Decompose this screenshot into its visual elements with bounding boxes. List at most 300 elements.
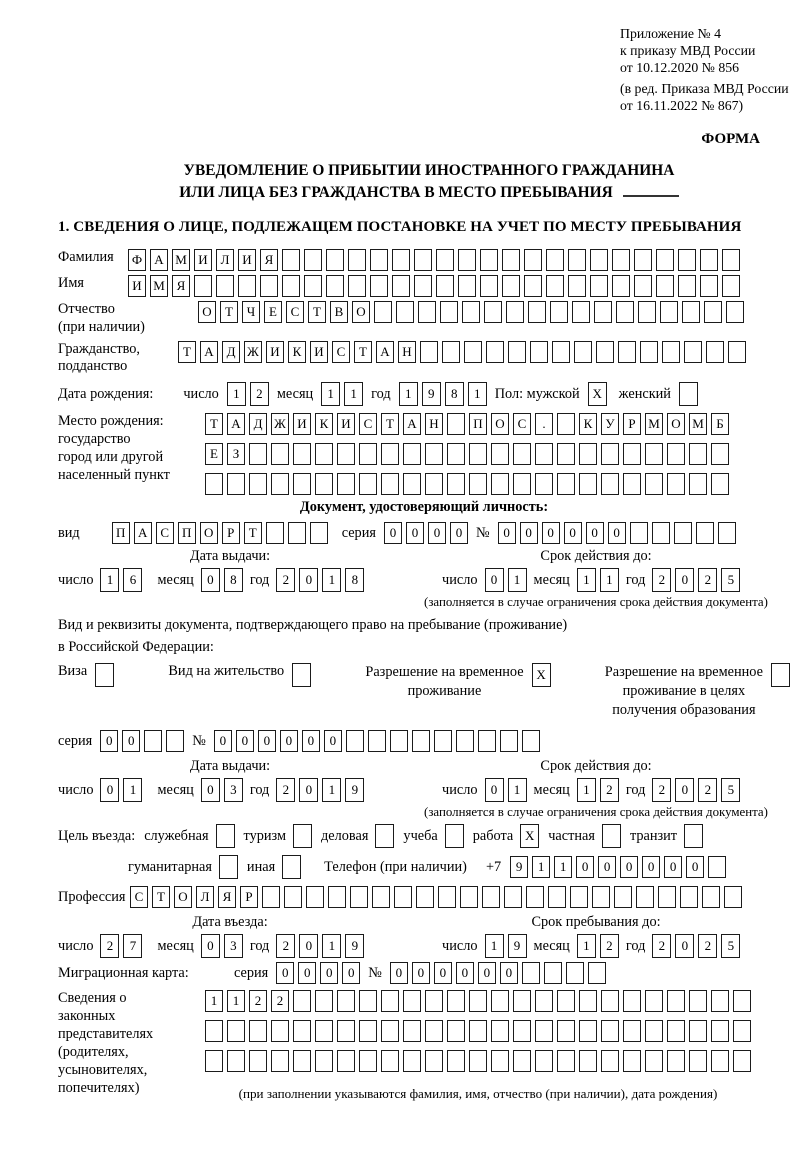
char-cell[interactable] (513, 1020, 531, 1042)
char-cell[interactable]: Н (398, 341, 416, 363)
char-cell[interactable]: 0 (384, 522, 402, 544)
char-cell[interactable] (403, 1020, 421, 1042)
char-cell[interactable] (708, 856, 726, 878)
valid-day-cells[interactable] (485, 568, 527, 592)
char-cell[interactable] (447, 443, 465, 465)
char-cell[interactable]: Т (381, 413, 399, 435)
char-cell[interactable]: 3 (224, 778, 243, 802)
char-cell[interactable]: К (315, 413, 333, 435)
char-cell[interactable] (491, 473, 509, 495)
char-cell[interactable] (293, 1050, 311, 1072)
char-cell[interactable] (500, 730, 518, 752)
char-cell[interactable]: 2 (652, 778, 671, 802)
char-cell[interactable]: 0 (450, 522, 468, 544)
char-cell[interactable]: 0 (686, 856, 704, 878)
purpose-business-checkbox[interactable] (375, 824, 394, 848)
representatives-cells-line1[interactable] (205, 990, 751, 1012)
char-cell[interactable]: 0 (428, 522, 446, 544)
char-cell[interactable] (718, 522, 736, 544)
stay-day-cells[interactable] (485, 934, 527, 958)
char-cell[interactable]: 9 (508, 934, 527, 958)
char-cell[interactable]: 0 (299, 934, 318, 958)
char-cell[interactable]: 0 (280, 730, 298, 752)
char-cell[interactable] (594, 301, 612, 323)
char-cell[interactable] (394, 886, 412, 908)
char-cell[interactable] (684, 341, 702, 363)
char-cell[interactable] (700, 249, 718, 271)
char-cell[interactable] (271, 1020, 289, 1042)
char-cell[interactable]: У (601, 413, 619, 435)
char-cell[interactable] (689, 990, 707, 1012)
char-cell[interactable]: 5 (721, 934, 740, 958)
char-cell[interactable]: Я (218, 886, 236, 908)
char-cell[interactable]: 0 (299, 568, 318, 592)
char-cell[interactable] (447, 413, 465, 435)
citizenship-cells[interactable] (178, 341, 746, 363)
char-cell[interactable]: О (491, 413, 509, 435)
char-cell[interactable]: М (689, 413, 707, 435)
char-cell[interactable]: А (200, 341, 218, 363)
purpose-humanitarian-checkbox[interactable] (219, 855, 238, 879)
char-cell[interactable]: И (266, 341, 284, 363)
char-cell[interactable] (535, 990, 553, 1012)
char-cell[interactable]: 1 (322, 568, 341, 592)
char-cell[interactable]: С (332, 341, 350, 363)
char-cell[interactable] (579, 990, 597, 1012)
char-cell[interactable]: 0 (642, 856, 660, 878)
char-cell[interactable] (590, 249, 608, 271)
char-cell[interactable] (292, 663, 311, 687)
surname-cells[interactable] (128, 249, 740, 271)
char-cell[interactable] (238, 275, 256, 297)
char-cell[interactable] (469, 1020, 487, 1042)
char-cell[interactable] (588, 962, 606, 984)
char-cell[interactable] (458, 275, 476, 297)
char-cell[interactable] (425, 1050, 443, 1072)
char-cell[interactable]: 1 (227, 382, 246, 406)
char-cell[interactable] (374, 301, 392, 323)
char-cell[interactable]: 2 (652, 934, 671, 958)
char-cell[interactable] (667, 990, 685, 1012)
char-cell[interactable]: Ф (128, 249, 146, 271)
char-cell[interactable] (447, 473, 465, 495)
char-cell[interactable]: 0 (258, 730, 276, 752)
char-cell[interactable] (337, 443, 355, 465)
char-cell[interactable] (640, 341, 658, 363)
char-cell[interactable] (348, 275, 366, 297)
char-cell[interactable]: 2 (698, 778, 717, 802)
char-cell[interactable]: 7 (123, 934, 142, 958)
char-cell[interactable] (667, 1020, 685, 1042)
char-cell[interactable] (592, 886, 610, 908)
char-cell[interactable] (528, 301, 546, 323)
char-cell[interactable]: 0 (598, 856, 616, 878)
entry-year-cells[interactable] (276, 934, 364, 958)
char-cell[interactable] (689, 443, 707, 465)
char-cell[interactable]: 1 (322, 934, 341, 958)
char-cell[interactable] (733, 990, 751, 1012)
char-cell[interactable]: 1 (508, 778, 527, 802)
char-cell[interactable]: 2 (698, 934, 717, 958)
residence-number-cells[interactable] (214, 730, 540, 752)
char-cell[interactable]: 9 (345, 934, 364, 958)
issue-year-cells[interactable] (276, 568, 364, 592)
char-cell[interactable] (478, 730, 496, 752)
char-cell[interactable] (447, 1020, 465, 1042)
stay-month-cells[interactable] (577, 934, 619, 958)
char-cell[interactable]: 0 (620, 856, 638, 878)
char-cell[interactable]: 1 (100, 568, 119, 592)
char-cell[interactable] (315, 990, 333, 1012)
char-cell[interactable]: О (174, 886, 192, 908)
char-cell[interactable]: С (513, 413, 531, 435)
char-cell[interactable] (557, 1020, 575, 1042)
char-cell[interactable]: 1 (508, 568, 527, 592)
char-cell[interactable]: Д (222, 341, 240, 363)
char-cell[interactable] (572, 301, 590, 323)
char-cell[interactable] (684, 824, 703, 848)
char-cell[interactable] (381, 1020, 399, 1042)
char-cell[interactable]: 2 (600, 934, 619, 958)
char-cell[interactable]: 2 (276, 568, 295, 592)
char-cell[interactable] (502, 249, 520, 271)
char-cell[interactable] (656, 275, 674, 297)
char-cell[interactable]: 0 (485, 568, 504, 592)
char-cell[interactable] (227, 473, 245, 495)
char-cell[interactable] (579, 473, 597, 495)
char-cell[interactable]: М (172, 249, 190, 271)
char-cell[interactable]: О (198, 301, 216, 323)
char-cell[interactable]: 0 (201, 568, 220, 592)
char-cell[interactable] (469, 473, 487, 495)
char-cell[interactable] (667, 443, 685, 465)
char-cell[interactable]: 0 (412, 962, 430, 984)
char-cell[interactable] (506, 301, 524, 323)
char-cell[interactable] (420, 341, 438, 363)
purpose-other-checkbox[interactable] (282, 855, 301, 879)
char-cell[interactable] (282, 249, 300, 271)
char-cell[interactable] (304, 275, 322, 297)
phone-cells[interactable] (510, 856, 726, 878)
birth-place-cells-line3[interactable] (205, 473, 729, 495)
char-cell[interactable]: 0 (564, 522, 582, 544)
char-cell[interactable]: 2 (271, 990, 289, 1012)
char-cell[interactable] (656, 249, 674, 271)
char-cell[interactable]: Е (264, 301, 282, 323)
char-cell[interactable] (445, 824, 464, 848)
char-cell[interactable] (95, 663, 114, 687)
char-cell[interactable] (711, 990, 729, 1012)
char-cell[interactable] (359, 1020, 377, 1042)
char-cell[interactable] (293, 990, 311, 1012)
char-cell[interactable] (601, 990, 619, 1012)
char-cell[interactable] (416, 886, 434, 908)
char-cell[interactable]: 0 (406, 522, 424, 544)
char-cell[interactable] (557, 413, 575, 435)
char-cell[interactable] (711, 443, 729, 465)
char-cell[interactable]: 0 (478, 962, 496, 984)
char-cell[interactable] (579, 1050, 597, 1072)
char-cell[interactable] (614, 886, 632, 908)
char-cell[interactable]: Д (249, 413, 267, 435)
char-cell[interactable]: 0 (675, 778, 694, 802)
char-cell[interactable] (381, 1050, 399, 1072)
char-cell[interactable]: 2 (276, 934, 295, 958)
char-cell[interactable] (579, 443, 597, 465)
char-cell[interactable] (522, 962, 540, 984)
char-cell[interactable]: И (310, 341, 328, 363)
char-cell[interactable] (711, 1020, 729, 1042)
char-cell[interactable] (447, 1050, 465, 1072)
char-cell[interactable] (706, 341, 724, 363)
char-cell[interactable] (636, 886, 654, 908)
char-cell[interactable] (144, 730, 162, 752)
char-cell[interactable] (696, 522, 714, 544)
char-cell[interactable] (689, 1050, 707, 1072)
char-cell[interactable]: Т (205, 413, 223, 435)
char-cell[interactable] (370, 249, 388, 271)
char-cell[interactable] (359, 990, 377, 1012)
char-cell[interactable] (434, 730, 452, 752)
char-cell[interactable] (249, 1020, 267, 1042)
char-cell[interactable] (396, 301, 414, 323)
char-cell[interactable] (612, 249, 630, 271)
char-cell[interactable] (436, 249, 454, 271)
char-cell[interactable] (486, 341, 504, 363)
char-cell[interactable]: М (645, 413, 663, 435)
char-cell[interactable] (310, 522, 328, 544)
char-cell[interactable] (524, 275, 542, 297)
char-cell[interactable] (271, 473, 289, 495)
char-cell[interactable] (579, 1020, 597, 1042)
char-cell[interactable]: 2 (600, 778, 619, 802)
char-cell[interactable]: 1 (123, 778, 142, 802)
char-cell[interactable] (315, 1050, 333, 1072)
char-cell[interactable] (634, 275, 652, 297)
char-cell[interactable] (722, 275, 740, 297)
char-cell[interactable]: Ж (244, 341, 262, 363)
char-cell[interactable] (271, 443, 289, 465)
char-cell[interactable] (375, 824, 394, 848)
char-cell[interactable] (392, 249, 410, 271)
char-cell[interactable] (552, 341, 570, 363)
char-cell[interactable] (469, 1050, 487, 1072)
char-cell[interactable] (288, 522, 306, 544)
char-cell[interactable]: 8 (445, 382, 464, 406)
birth-place-cells-line1[interactable] (205, 413, 729, 435)
char-cell[interactable]: 5 (721, 568, 740, 592)
char-cell[interactable]: 0 (299, 778, 318, 802)
char-cell[interactable]: 1 (468, 382, 487, 406)
char-cell[interactable]: 0 (214, 730, 232, 752)
birth-month-cells[interactable] (321, 382, 363, 406)
char-cell[interactable]: Т (244, 522, 262, 544)
char-cell[interactable]: И (128, 275, 146, 297)
purpose-study-checkbox[interactable] (445, 824, 464, 848)
char-cell[interactable] (513, 1050, 531, 1072)
char-cell[interactable]: Т (152, 886, 170, 908)
char-cell[interactable] (414, 249, 432, 271)
purpose-private-checkbox[interactable] (602, 824, 621, 848)
char-cell[interactable] (469, 990, 487, 1012)
char-cell[interactable]: 0 (320, 962, 338, 984)
char-cell[interactable] (502, 275, 520, 297)
char-cell[interactable] (326, 275, 344, 297)
char-cell[interactable] (306, 886, 324, 908)
char-cell[interactable] (645, 1050, 663, 1072)
char-cell[interactable]: Р (222, 522, 240, 544)
char-cell[interactable]: 5 (721, 778, 740, 802)
char-cell[interactable]: 0 (201, 934, 220, 958)
char-cell[interactable] (724, 886, 742, 908)
char-cell[interactable] (249, 473, 267, 495)
char-cell[interactable] (679, 382, 698, 406)
char-cell[interactable]: Т (178, 341, 196, 363)
char-cell[interactable] (513, 443, 531, 465)
char-cell[interactable] (660, 301, 678, 323)
char-cell[interactable] (216, 824, 235, 848)
char-cell[interactable] (544, 962, 562, 984)
char-cell[interactable] (266, 522, 284, 544)
char-cell[interactable]: С (130, 886, 148, 908)
char-cell[interactable] (368, 730, 386, 752)
profession-cells[interactable] (130, 886, 742, 908)
char-cell[interactable]: И (194, 249, 212, 271)
char-cell[interactable] (623, 1050, 641, 1072)
char-cell[interactable]: С (286, 301, 304, 323)
char-cell[interactable]: 0 (434, 962, 452, 984)
char-cell[interactable]: И (293, 413, 311, 435)
char-cell[interactable]: 1 (321, 382, 340, 406)
char-cell[interactable] (557, 990, 575, 1012)
char-cell[interactable]: 3 (224, 934, 243, 958)
char-cell[interactable] (418, 301, 436, 323)
issue-day-cells[interactable] (100, 568, 142, 592)
char-cell[interactable] (602, 824, 621, 848)
valid-year-cells[interactable] (652, 568, 740, 592)
char-cell[interactable]: 0 (500, 962, 518, 984)
char-cell[interactable] (456, 730, 474, 752)
char-cell[interactable] (771, 663, 790, 687)
doc-series-cells[interactable] (384, 522, 468, 544)
char-cell[interactable] (205, 473, 223, 495)
char-cell[interactable]: О (200, 522, 218, 544)
edu-residence-checkbox[interactable] (771, 663, 790, 687)
char-cell[interactable] (568, 275, 586, 297)
char-cell[interactable]: 9 (510, 856, 528, 878)
char-cell[interactable] (381, 990, 399, 1012)
char-cell[interactable] (381, 443, 399, 465)
char-cell[interactable]: 0 (675, 934, 694, 958)
char-cell[interactable] (733, 1020, 751, 1042)
char-cell[interactable] (678, 249, 696, 271)
char-cell[interactable] (337, 1050, 355, 1072)
char-cell[interactable] (346, 730, 364, 752)
char-cell[interactable] (570, 886, 588, 908)
char-cell[interactable]: 0 (100, 778, 119, 802)
char-cell[interactable] (711, 473, 729, 495)
char-cell[interactable] (548, 886, 566, 908)
char-cell[interactable] (678, 275, 696, 297)
issue-month-cells[interactable] (201, 568, 243, 592)
char-cell[interactable] (249, 1050, 267, 1072)
char-cell[interactable] (271, 1050, 289, 1072)
char-cell[interactable] (359, 1050, 377, 1072)
char-cell[interactable] (526, 886, 544, 908)
char-cell[interactable] (513, 473, 531, 495)
char-cell[interactable] (702, 886, 720, 908)
char-cell[interactable]: М (150, 275, 168, 297)
char-cell[interactable]: Ж (271, 413, 289, 435)
char-cell[interactable] (460, 886, 478, 908)
purpose-tourism-checkbox[interactable] (293, 824, 312, 848)
residence-permit-checkbox[interactable] (292, 663, 311, 687)
char-cell[interactable] (623, 1020, 641, 1042)
char-cell[interactable] (662, 341, 680, 363)
char-cell[interactable] (282, 275, 300, 297)
char-cell[interactable] (623, 990, 641, 1012)
char-cell[interactable] (315, 1020, 333, 1042)
char-cell[interactable] (403, 443, 421, 465)
char-cell[interactable] (205, 1020, 223, 1042)
char-cell[interactable] (726, 301, 744, 323)
char-cell[interactable]: 0 (520, 522, 538, 544)
char-cell[interactable]: П (112, 522, 130, 544)
char-cell[interactable] (491, 990, 509, 1012)
char-cell[interactable] (513, 990, 531, 1012)
char-cell[interactable] (414, 275, 432, 297)
char-cell[interactable]: 1 (577, 568, 596, 592)
issue-day-cells[interactable] (100, 778, 142, 802)
patronymic-cells[interactable] (198, 301, 744, 323)
char-cell[interactable]: . (535, 413, 553, 435)
char-cell[interactable]: Л (216, 249, 234, 271)
char-cell[interactable]: 1 (227, 990, 245, 1012)
char-cell[interactable] (658, 886, 676, 908)
char-cell[interactable]: 2 (276, 778, 295, 802)
char-cell[interactable]: К (288, 341, 306, 363)
migration-number-cells[interactable] (390, 962, 606, 984)
char-cell[interactable] (293, 443, 311, 465)
char-cell[interactable] (722, 249, 740, 271)
char-cell[interactable] (535, 473, 553, 495)
char-cell[interactable] (596, 341, 614, 363)
char-cell[interactable]: Т (220, 301, 238, 323)
char-cell[interactable] (359, 443, 377, 465)
char-cell[interactable] (568, 249, 586, 271)
char-cell[interactable] (557, 473, 575, 495)
char-cell[interactable]: 0 (664, 856, 682, 878)
birth-year-cells[interactable] (399, 382, 487, 406)
char-cell[interactable] (689, 1020, 707, 1042)
char-cell[interactable]: Т (354, 341, 372, 363)
char-cell[interactable] (601, 473, 619, 495)
char-cell[interactable] (425, 443, 443, 465)
char-cell[interactable] (337, 473, 355, 495)
char-cell[interactable] (482, 886, 500, 908)
char-cell[interactable]: 1 (600, 568, 619, 592)
char-cell[interactable] (491, 1020, 509, 1042)
char-cell[interactable]: А (150, 249, 168, 271)
char-cell[interactable] (293, 473, 311, 495)
stay-year-cells[interactable] (652, 934, 740, 958)
char-cell[interactable]: О (667, 413, 685, 435)
char-cell[interactable] (403, 473, 421, 495)
char-cell[interactable] (645, 990, 663, 1012)
char-cell[interactable] (704, 301, 722, 323)
char-cell[interactable]: Л (196, 886, 214, 908)
char-cell[interactable] (315, 473, 333, 495)
